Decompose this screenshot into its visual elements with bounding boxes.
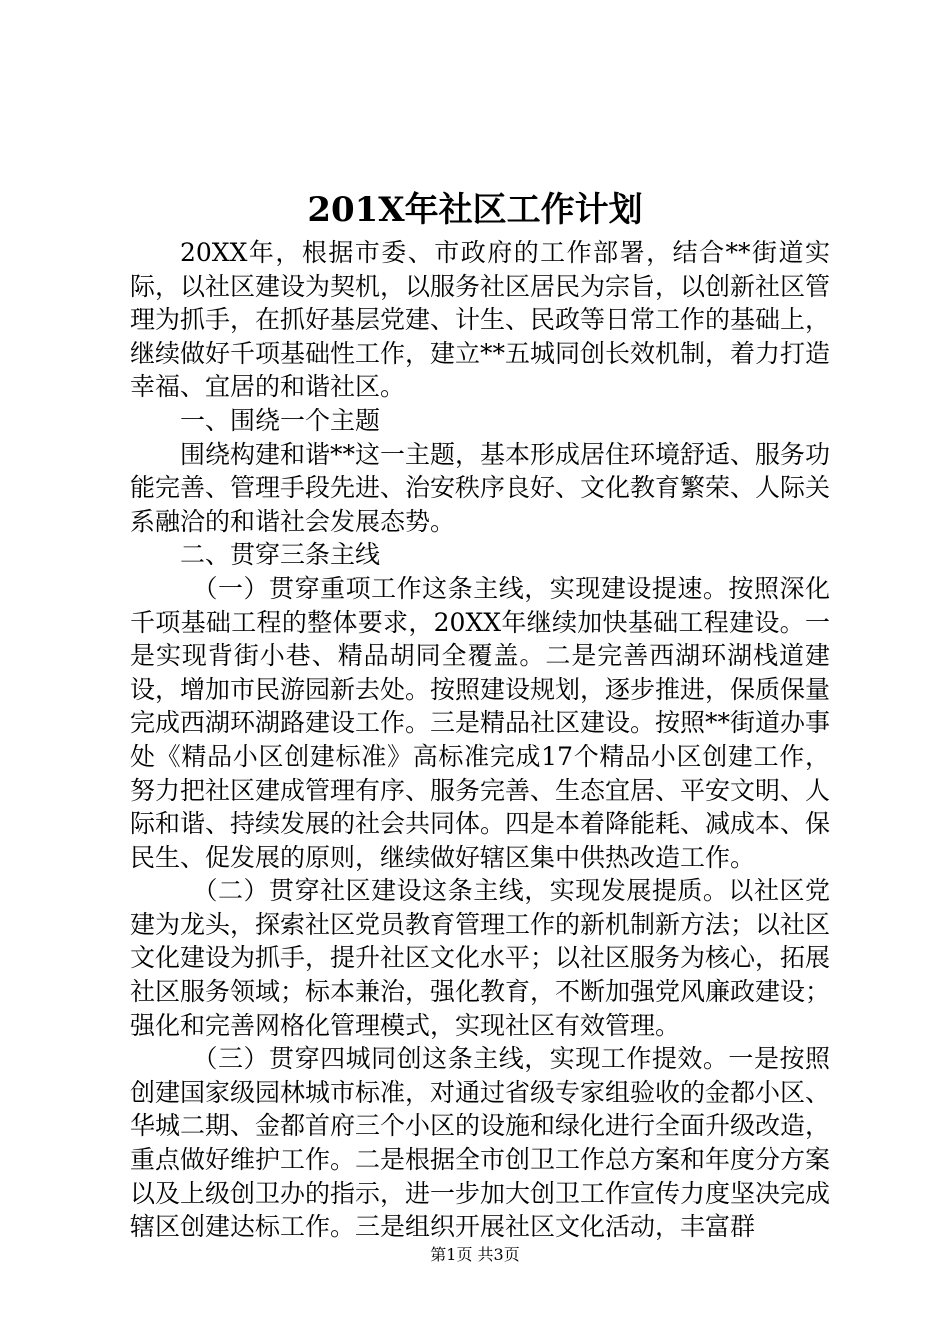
subsection-2-paragraph: （二）贯穿社区建设这条主线，实现发展提质。以社区党建为龙头，探索社区党员教育管理工作的新机制新方法；以社区文化建设为抓手，提升社区文化水平；以社区服务为核心，拓展社区服务领域；标本兼治，强化教育，不断加强党风廉政建设；强化和完善网格化管理模式，实现社区有效管理。 xyxy=(130,876,831,1040)
section-1-paragraph: 围绕构建和谐**这一主题，基本形成居住环境舒适、服务功能完善、管理手段先进、治安秩序良好、文化教育繁荣、人际关系融洽的和谐社会发展态势。 xyxy=(130,439,831,536)
section-heading-2: 二、贯穿三条主线 xyxy=(180,540,381,570)
intro-paragraph: 20XX年，根据市委、市政府的工作部署，结合**街道实际，以社区建设为契机，以服务社区居民为宗旨，以创新社区管理为抓手，在抓好基层党建、计生、民政等日常工作的基础上，继续做好千项基础性工作，建立**五城同创长效机制，着力打造幸福、宜居的和谐社区。 xyxy=(130,238,831,402)
subsection-1-paragraph: （一）贯穿重项工作这条主线，实现建设提速。按照深化千项基础工程的整体要求，20XX年继续加快基础工程建设。一是实现背街小巷、精品胡同全覆盖。二是完善西湖环湖栈道建设，增加市民游园新去处。按照建设规划，逐步推进，保质保量完成西湖环湖路建设工作。三是精品社区建设。按照**街道办事处《精品小区创建标准》高标准完成17个精品小区创建工作，努力把社区建成管理有序、服务完善、生态宜居、平安文明、人际和谐、持续发展的社会共同体。四是本着降能耗、减成本、保民生、促发展的原则，继续做好辖区集中供热改造工作。 xyxy=(130,573,831,872)
section-heading-1: 一、围绕一个主题 xyxy=(180,405,381,435)
document-body xyxy=(130,236,830,1244)
subsection-3-paragraph: （三）贯穿四城同创这条主线，实现工作提效。一是按照创建国家级园林城市标准，对通过省级专家组验收的金都小区、华城二期、金都首府三个小区的设施和绿化进行全面升级改造，重点做好维护工作。二是根据全市创卫工作总方案和年度分方案以及上级创卫办的指示，进一步加大创卫工作宣传力度坚决完成辖区创建达标工作。三是组织开展社区文化活动，丰富群 xyxy=(130,1044,831,1242)
document-title: 201X年社区工作计划 xyxy=(307,190,643,230)
page-number-footer: 第1页 共3页 xyxy=(430,1245,520,1264)
